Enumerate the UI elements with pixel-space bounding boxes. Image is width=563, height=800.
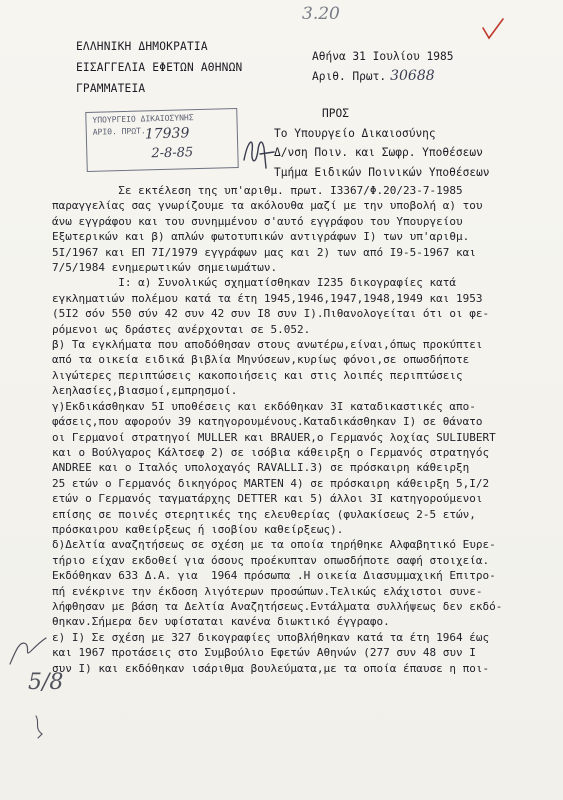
body-line: β) Τα εγκλήματα που αποδόθησαν στους ανωτέρω,είναι,όπως προκύπτει bbox=[52, 338, 483, 352]
issuer-line: ΓΡΑΜΜΑΤΕΙΑ bbox=[76, 82, 146, 95]
margin-tick-icon bbox=[30, 712, 52, 740]
handwritten-signature-icon bbox=[240, 130, 280, 174]
margin-note: 5/8 bbox=[28, 670, 64, 695]
body-line: Ι: α) Συνολικώς σχηματίσθηκαν Ι235 δικογραφίες κατά bbox=[52, 276, 456, 290]
body-line: συν Ι) και εκδόθηκαν ισάριθμα βουλεύματα,με τα οποία έπαυσε η ποι- bbox=[52, 661, 490, 675]
handwritten-top-number: 3.20 bbox=[302, 4, 340, 24]
body-line: πρόσκαιρου καθείρξεως ή ισοβίου καθείρξεως). bbox=[52, 522, 344, 536]
addressee-line: Δ/νση Ποιν. και Σωφρ. Υποθέσεων bbox=[274, 146, 483, 159]
body-line: από τα οικεία ειδικά βιβλία Μηνύσεων,κυρίως φόνοι,σε οπωσδήποτε bbox=[52, 353, 470, 367]
protocol-label: Αριθ. Πρωτ. bbox=[312, 69, 387, 83]
body-line: ε) Ι) Σε σχέση με 327 δικογραφίες υποβλήθηκαν κατά τα έτη 1964 έως bbox=[52, 630, 490, 644]
body-line: 7/5/1984 ενημερωτικών σημειωμάτων. bbox=[52, 261, 278, 275]
body-line: 5Ι/1967 και ΕΠ 7Ι/1979 εγγράφων μας και 2) των από Ι9-5-1967 και bbox=[52, 245, 476, 259]
body-line: ρόμενοι ως δράστες ανέρχονται σε 5.052. bbox=[52, 322, 311, 336]
addressee-line: Τμήμα Ειδικών Ποινικών Υποθέσεων bbox=[274, 165, 490, 179]
body-line: Εκδόθηκαν 633 Δ.Α. για 1964 πρόσωπα .Η οικεία Διασυμμαχική Επιτρο- bbox=[52, 569, 496, 583]
body-line: και 1967 προτάσεις στο Συμβούλιο Εφετών Αθηνών (277 συν 48 συν Ι bbox=[52, 646, 476, 660]
red-check-mark-icon bbox=[480, 16, 506, 42]
date-protocol-block bbox=[312, 47, 453, 86]
receipt-stamp bbox=[85, 108, 239, 172]
body-line: λεηλασίες,βιασμοί,εμπρησμοί. bbox=[52, 384, 238, 398]
body-line: 25 ετών ο Γερμανός δικηγόρος MARTEN 4) σε πρόσκαιρη κάθειρξη 5,Ι/2 bbox=[52, 476, 490, 490]
body-line: Σε εκτέλεση της υπ'αριθμ. πρωτ. Ι3367/Φ.20/23-7-1985 bbox=[52, 184, 463, 197]
body-line: ετών ο Γερμανός ταγματάρχης DETTER και 5) άλλοι 3Ι κατηγορούμενοι bbox=[52, 492, 483, 506]
body-line: γ)Εκδικάσθηκαν 5Ι υποθέσεις και εκδόθηκαν 3Ι καταδικαστικές απο- bbox=[52, 399, 476, 413]
margin-handwriting-icon bbox=[6, 630, 50, 670]
body-line: πή ενέκρινε την έκδοση λιγότερων προσώπων.Τελικώς ελάχιστοι συνε- bbox=[52, 584, 483, 598]
body-line: δ)Δελτία αναζητήσεως σε σχέση με τα οποία τηρήθηκε Αλφαβητικό Ευρε- bbox=[52, 538, 496, 552]
body-line: θηκαν.Σήμερα δεν υφίσταται κανένα διωκτικό έγγραφο. bbox=[52, 615, 390, 629]
stamp-number: 17939 bbox=[144, 125, 190, 143]
body-line: παραγγελίας σας γνωρίζουμε τα ακόλουθα μαζί με την υποβολή α) του bbox=[52, 199, 483, 213]
body-line: άνω εγγράφου και του συνημμένου σ'αυτό εγγράφου του Υπουργείου bbox=[52, 214, 463, 228]
body-line: (5Ι2 σόν 550 σύν 42 συν 42 συν Ι8 συν Ι).Πιθανολογείται ότι οι φε- bbox=[52, 307, 490, 321]
protocol-number: 30688 bbox=[390, 67, 435, 84]
body-line: λήφθησαν με βάση τα Δελτία Αναζητήσεως.Εντάλματα συλλήψεως δεν εκδό- bbox=[52, 599, 503, 613]
body-line: οι Γερμανοί στρατηγοί MULLER και BRAUER,ο Γερμανός λοχίας SULIUBERT bbox=[52, 430, 496, 444]
document-date: Αθήνα 31 Ιουλίου 1985 bbox=[312, 50, 454, 63]
issuer-line: ΕΙΣΑΓΓΕΛΙΑ ΕΦΕΤΩΝ ΑΘΗΝΩΝ bbox=[76, 61, 243, 74]
issuer-line: ΕΛΛΗΝΙΚΗ ΔΗΜΟΚΡΑΤΙΑ bbox=[76, 40, 208, 53]
body-line: και ο Βούλγαρος Κάλτσεφ 2) σε ισόβια κάθειρξη ο Γερμανός στρατηγός bbox=[52, 445, 490, 459]
stamp-date: 2-8-85 bbox=[151, 145, 194, 162]
body-line: ANDREE και ο Ιταλός υπολοχαγός RAVALLI.3) σε πρόσκαιρη κάθειρξη bbox=[52, 461, 470, 475]
body-line: επίσης σε ποινές στερητικές της ελευθερίας (φυλακίσεως 2-5 ετών, bbox=[52, 507, 476, 521]
body-line: φάσεις,που αφορούν 39 κατηγορουμένους.Καταδικάσθηκαν Ι) σε θάνατο bbox=[52, 415, 483, 429]
addressee-label: ΠΡΟΣ bbox=[322, 107, 349, 120]
body-line: λιγώτερες περιπτώσεις κακοποιήσεις και στις λοιπές περιπτώσεις bbox=[52, 368, 463, 382]
body-line: Εξωτερικών και β) απλών φωτοτυπικών αντιγράφων Ι) των υπ'αριθμ. bbox=[52, 230, 470, 244]
protocol-line bbox=[312, 67, 453, 87]
stamp-line: ΥΠΟΥΡΓΕΙΟ ΔΙΚΑΙΟΣΥΝΗΣ bbox=[92, 113, 194, 125]
addressee-block bbox=[274, 104, 490, 182]
body-line: εγκληματιών πολέμου κατά τα έτη 1945,1946,1947,1948,1949 και 1953 bbox=[52, 291, 483, 305]
body-line: τήριο είχαν εκδοθεί για όσους προέκυπταν οπωσδήποτε σαφή στοιχεία. bbox=[52, 553, 490, 567]
issuer-block bbox=[76, 36, 242, 99]
addressee-line: Το Υπουργείο Δικαιοσύνης bbox=[274, 126, 436, 140]
letter-body bbox=[52, 183, 554, 676]
stamp-line: ΑΡΙΘ. ΠΡΩΤ. bbox=[92, 126, 146, 137]
